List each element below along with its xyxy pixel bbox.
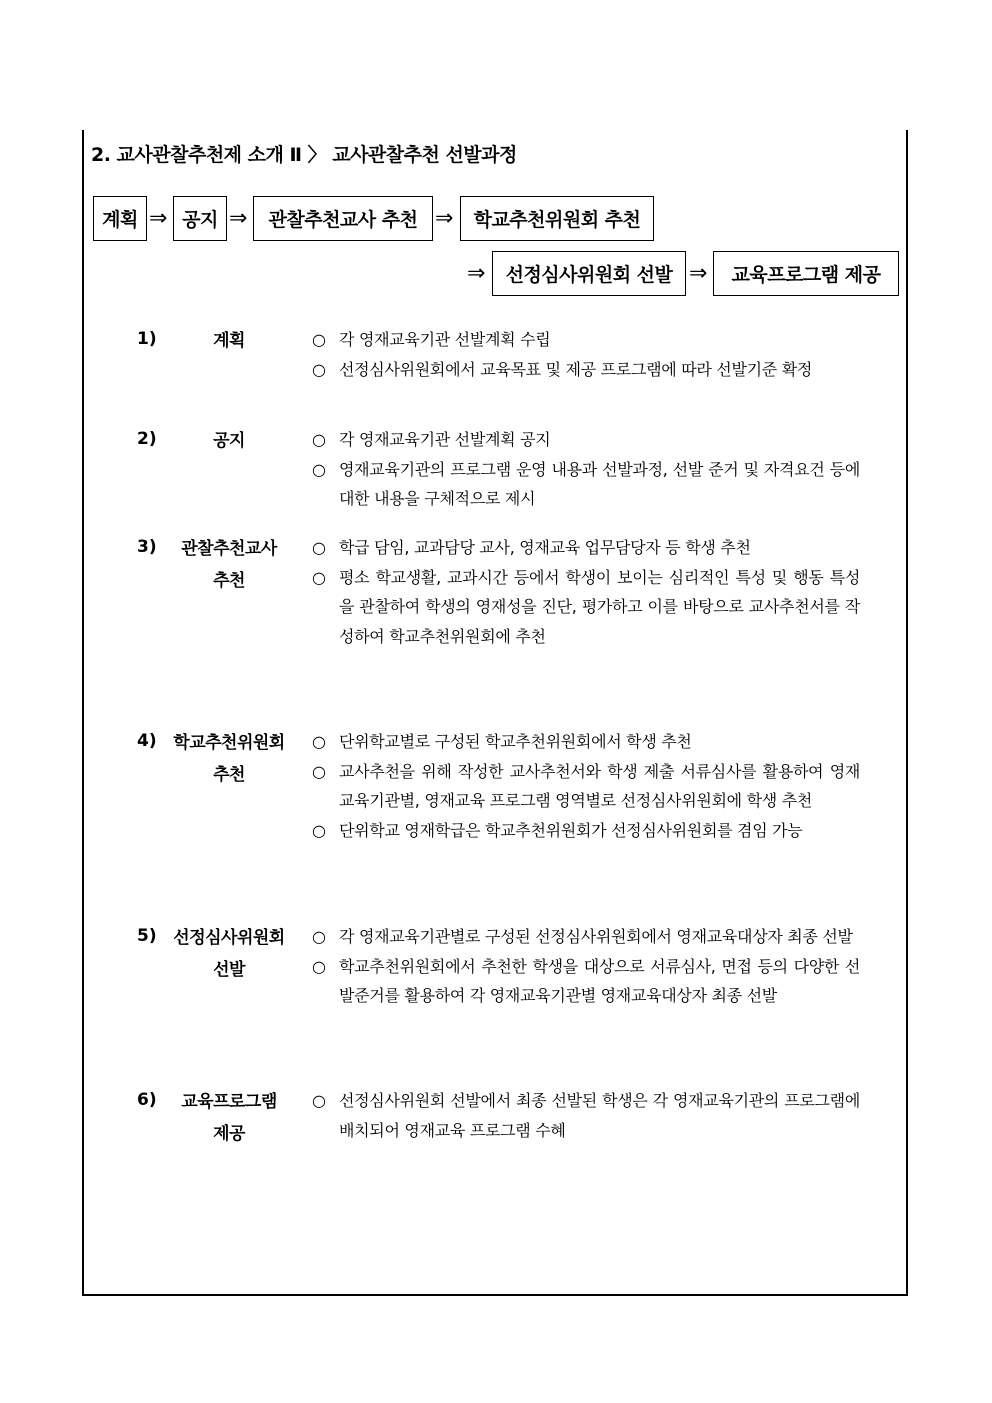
flow-box-plan: 계획 bbox=[93, 196, 147, 241]
step-name: 선정심사위원회 선발 bbox=[173, 928, 285, 980]
step-bullets bbox=[312, 533, 860, 651]
bullet-item: ○ 각 영재교육기관 선발계획 공지 bbox=[312, 430, 551, 449]
bullet-item: ○ 선정심사위원회 선발에서 최종 선발된 학생은 각 영재교육기관의 프로그램에 배치되어 영재교육 프로그램 수혜 bbox=[312, 1091, 860, 1140]
step-number: 4) bbox=[137, 731, 157, 751]
bullet-item: ○ 평소 학교생활, 교과시간 등에서 학생이 보이는 심리적인 특성 및 행동 특성을 관찰하여 학생의 영재성을 진단, 평가하고 이를 바탕으로 교사추천서를 작성하여 학교추천위원회에 추천 bbox=[312, 567, 860, 646]
bullet-item: ○ 선정심사위원회에서 교육목표 및 제공 프로그램에 따라 선발기준 확정 bbox=[312, 359, 813, 379]
step-bullets bbox=[312, 1086, 860, 1145]
flow-arrow: ⇒ bbox=[149, 206, 168, 231]
step-bullets bbox=[312, 727, 860, 845]
bullet-item: ○ 영재교육기관의 프로그램 운영 내용과 선발과정, 선발 준거 및 자격요건 등에 대한 내용을 구체적으로 제시 bbox=[312, 459, 860, 508]
flow-box-school-recommend: 학교추천위원회 추천 bbox=[460, 196, 654, 241]
bullet-item: ○ 교사추천을 위해 작성한 교사추천서와 학생 제출 서류심사를 활용하여 영재교육기관별, 영재교육 프로그램 영역별로 선정심사위원회에 학생 추천 bbox=[312, 761, 860, 810]
step-name: 관찰추천교사 추천 bbox=[181, 539, 277, 591]
step-number: 3) bbox=[137, 537, 157, 557]
flow-box-selection: 선정심사위원회 선발 bbox=[492, 251, 686, 296]
flow-arrow: ⇒ bbox=[229, 206, 248, 231]
flow-arrow: ⇒ bbox=[467, 261, 486, 286]
bullet-item: ○ 단위학교 영재학급은 학교추천위원회가 선정심사위원회를 겸임 가능 bbox=[312, 820, 803, 840]
step-bullets bbox=[312, 425, 860, 514]
bullet-item: ○ 각 영재교육기관 선발계획 수립 bbox=[312, 330, 551, 349]
step-number: 1) bbox=[137, 329, 157, 349]
step-name: 계획 bbox=[213, 331, 245, 351]
bullet-item: ○ 학급 담임, 교과담당 교사, 영재교육 업무담당자 등 학생 추천 bbox=[312, 538, 751, 557]
flow-arrow: ⇒ bbox=[435, 206, 454, 231]
step-number: 5) bbox=[137, 926, 157, 946]
step-number: 2) bbox=[137, 429, 157, 449]
step-bullets bbox=[312, 922, 860, 1011]
step-number: 6) bbox=[137, 1090, 157, 1110]
flow-box-notice: 공지 bbox=[173, 196, 227, 241]
flow-box-teacher-recommend: 관찰추천교사 추천 bbox=[253, 196, 433, 241]
step-name: 교육프로그램 제공 bbox=[181, 1092, 277, 1144]
step-name: 공지 bbox=[213, 431, 245, 451]
bullet-item: ○ 각 영재교육기관별로 구성된 선정심사위원회에서 영재교육대상자 최종 선발 bbox=[312, 927, 853, 946]
bullet-item: ○ 단위학교별로 구성된 학교추천위원회에서 학생 추천 bbox=[312, 732, 692, 751]
flow-arrow: ⇒ bbox=[689, 261, 708, 286]
flow-box-education: 교육프로그램 제공 bbox=[713, 251, 899, 296]
page-title: 2. 교사관찰추천제 소개 Ⅱ 〉 교사관찰추천 선발과정 bbox=[91, 144, 517, 166]
step-bullets bbox=[312, 325, 860, 384]
bullet-item: ○ 학교추천위원회에서 추천한 학생을 대상으로 서류심사, 면접 등의 다양한 선발준거를 활용하여 각 영재교육기관별 영재교육대상자 최종 선발 bbox=[312, 956, 860, 1005]
step-name: 학교추천위원회 추천 bbox=[173, 733, 285, 785]
